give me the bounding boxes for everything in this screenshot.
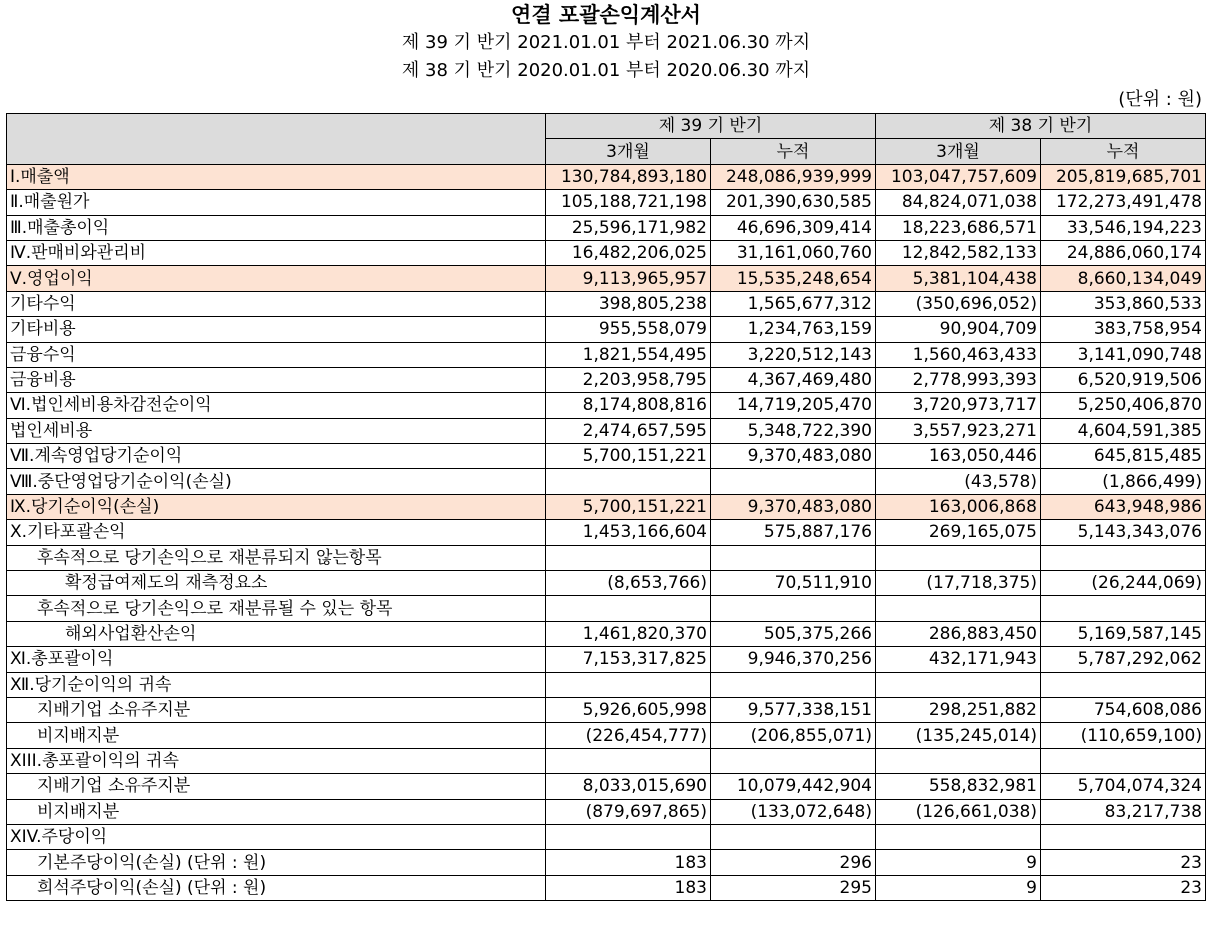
header-prior-period: 제 38 기 반기 <box>876 114 1206 139</box>
row-prior-cum: 205,819,685,701 <box>1041 164 1206 189</box>
table-row <box>7 418 1206 443</box>
row-prior-3m: 2,778,993,393 <box>876 367 1041 392</box>
table-row <box>7 545 1206 570</box>
row-label: Ⅱ.매출원가 <box>7 190 546 215</box>
period-prior: 제 38 기 반기 2020.01.01 부터 2020.06.30 까지 <box>401 60 811 81</box>
table-row <box>7 774 1206 799</box>
row-current-3m: (8,653,766) <box>546 571 711 596</box>
row-current-3m: 1,453,166,604 <box>546 520 711 545</box>
row-current-3m: 7,153,317,825 <box>546 647 711 672</box>
row-prior-cum <box>1041 672 1206 697</box>
row-current-3m: 25,596,171,982 <box>546 215 711 240</box>
row-prior-3m: 3,720,973,717 <box>876 393 1041 418</box>
row-current-3m <box>546 748 711 773</box>
row-label: Ⅳ.판매비와관리비 <box>7 240 546 265</box>
row-prior-cum: 24,886,060,174 <box>1041 240 1206 265</box>
row-current-cum: 3,220,512,143 <box>711 342 876 367</box>
row-current-3m: 955,558,079 <box>546 317 711 342</box>
row-label: Ⅻ.당기순이익의 귀속 <box>7 672 546 697</box>
row-label: 지배기업 소유주지분 <box>7 774 546 799</box>
header-prior-cum: 누적 <box>1041 139 1206 164</box>
row-prior-cum <box>1041 596 1206 621</box>
row-prior-cum: 5,250,406,870 <box>1041 393 1206 418</box>
row-current-cum: 46,696,309,414 <box>711 215 876 240</box>
row-current-3m: 183 <box>546 875 711 900</box>
row-label: Ⅶ.계속영업당기순이익 <box>7 444 546 469</box>
table-row <box>7 164 1206 189</box>
row-prior-3m <box>876 824 1041 849</box>
table-row <box>7 571 1206 596</box>
row-current-3m: 5,700,151,221 <box>546 444 711 469</box>
row-current-cum <box>711 748 876 773</box>
row-label: 기타수익 <box>7 291 546 316</box>
row-current-3m: 1,821,554,495 <box>546 342 711 367</box>
row-label: 희석주당이익(손실) (단위 : 원) <box>7 875 546 900</box>
row-prior-3m: 269,165,075 <box>876 520 1041 545</box>
row-prior-3m: 12,842,582,133 <box>876 240 1041 265</box>
row-label: 기본주당이익(손실) (단위 : 원) <box>7 850 546 875</box>
table-row <box>7 215 1206 240</box>
row-current-cum: 10,079,442,904 <box>711 774 876 799</box>
row-current-cum: 4,367,469,480 <box>711 367 876 392</box>
table-row <box>7 824 1206 849</box>
row-prior-cum: 5,704,074,324 <box>1041 774 1206 799</box>
row-prior-3m: (350,696,052) <box>876 291 1041 316</box>
row-prior-cum: 5,787,292,062 <box>1041 647 1206 672</box>
row-current-3m: 8,174,808,816 <box>546 393 711 418</box>
unit-label: (단위 : 원) <box>1118 89 1202 110</box>
row-prior-cum: 172,273,491,478 <box>1041 190 1206 215</box>
table-row <box>7 494 1206 519</box>
table-row <box>7 240 1206 265</box>
row-label: Ⅲ.매출총이익 <box>7 215 546 240</box>
row-prior-cum: 5,143,343,076 <box>1041 520 1206 545</box>
row-prior-3m <box>876 596 1041 621</box>
header-account <box>7 114 546 165</box>
table-row <box>7 190 1206 215</box>
row-prior-3m: (43,578) <box>876 469 1041 494</box>
table-row <box>7 444 1206 469</box>
row-label: 지배기업 소유주지분 <box>7 697 546 722</box>
header-row-period <box>7 114 1206 139</box>
row-current-cum: 1,565,677,312 <box>711 291 876 316</box>
row-current-3m <box>546 672 711 697</box>
row-current-3m: 105,188,721,198 <box>546 190 711 215</box>
row-current-3m: 5,700,151,221 <box>546 494 711 519</box>
row-label: 기타비용 <box>7 317 546 342</box>
table-row <box>7 672 1206 697</box>
row-label: 금융비용 <box>7 367 546 392</box>
row-current-cum: 9,370,483,080 <box>711 494 876 519</box>
row-current-3m: 130,784,893,180 <box>546 164 711 189</box>
row-current-3m: 1,461,820,370 <box>546 621 711 646</box>
table-row <box>7 342 1206 367</box>
row-prior-cum: (26,244,069) <box>1041 571 1206 596</box>
row-prior-3m: 558,832,981 <box>876 774 1041 799</box>
row-label: 금융수익 <box>7 342 546 367</box>
row-prior-3m: 18,223,686,571 <box>876 215 1041 240</box>
row-label: 비지배지분 <box>7 723 546 748</box>
row-current-cum: 14,719,205,470 <box>711 393 876 418</box>
row-label: 법인세비용 <box>7 418 546 443</box>
row-prior-3m: (126,661,038) <box>876 799 1041 824</box>
table-row <box>7 621 1206 646</box>
row-current-3m: 9,113,965,957 <box>546 266 711 291</box>
row-label: Ⅷ.중단영업당기순이익(손실) <box>7 469 546 494</box>
row-label: 확정급여제도의 재측정요소 <box>7 571 546 596</box>
row-current-cum: 505,375,266 <box>711 621 876 646</box>
row-label: 해외사업환산손익 <box>7 621 546 646</box>
header-prior-3m: 3개월 <box>876 139 1041 164</box>
statement-rows <box>7 164 1206 900</box>
row-prior-3m: 1,560,463,433 <box>876 342 1041 367</box>
row-current-3m: 398,805,238 <box>546 291 711 316</box>
row-current-cum <box>711 824 876 849</box>
row-prior-3m: 9 <box>876 875 1041 900</box>
table-row <box>7 317 1206 342</box>
row-prior-3m: 163,050,446 <box>876 444 1041 469</box>
row-prior-3m: 9 <box>876 850 1041 875</box>
table-row <box>7 647 1206 672</box>
income-statement-table <box>6 113 1206 901</box>
row-prior-cum: 83,217,738 <box>1041 799 1206 824</box>
period-current: 제 39 기 반기 2021.01.01 부터 2021.06.30 까지 <box>401 32 811 53</box>
row-current-3m: 2,474,657,595 <box>546 418 711 443</box>
header-current-period: 제 39 기 반기 <box>546 114 876 139</box>
row-prior-cum: 645,815,485 <box>1041 444 1206 469</box>
row-current-cum: 1,234,763,159 <box>711 317 876 342</box>
row-prior-3m: 84,824,071,038 <box>876 190 1041 215</box>
table-row <box>7 520 1206 545</box>
row-prior-cum: 33,546,194,223 <box>1041 215 1206 240</box>
table-row <box>7 266 1206 291</box>
row-current-3m: 5,926,605,998 <box>546 697 711 722</box>
row-prior-3m: 163,006,868 <box>876 494 1041 519</box>
row-current-3m: (226,454,777) <box>546 723 711 748</box>
header-current-cum: 누적 <box>711 139 876 164</box>
row-current-cum: 5,348,722,390 <box>711 418 876 443</box>
table-row <box>7 291 1206 316</box>
row-current-cum: 70,511,910 <box>711 571 876 596</box>
row-label: Ⅴ.영업이익 <box>7 266 546 291</box>
row-current-3m: 183 <box>546 850 711 875</box>
row-label: 후속적으로 당기손익으로 재분류될 수 있는 항목 <box>7 596 546 621</box>
table-row <box>7 723 1206 748</box>
row-prior-cum: 383,758,954 <box>1041 317 1206 342</box>
row-prior-cum <box>1041 545 1206 570</box>
row-prior-cum: 4,604,591,385 <box>1041 418 1206 443</box>
row-prior-cum <box>1041 748 1206 773</box>
row-current-cum: 575,887,176 <box>711 520 876 545</box>
row-prior-3m <box>876 672 1041 697</box>
row-current-cum: (133,072,648) <box>711 799 876 824</box>
row-prior-cum: 8,660,134,049 <box>1041 266 1206 291</box>
row-prior-cum: (110,659,100) <box>1041 723 1206 748</box>
row-current-3m: 16,482,206,025 <box>546 240 711 265</box>
row-prior-cum: 754,608,086 <box>1041 697 1206 722</box>
row-prior-3m: 90,904,709 <box>876 317 1041 342</box>
table-row <box>7 469 1206 494</box>
row-current-3m <box>546 545 711 570</box>
row-current-3m: 2,203,958,795 <box>546 367 711 392</box>
row-prior-3m: (17,718,375) <box>876 571 1041 596</box>
row-prior-3m: 432,171,943 <box>876 647 1041 672</box>
row-current-cum: (206,855,071) <box>711 723 876 748</box>
row-current-cum <box>711 596 876 621</box>
table-row <box>7 393 1206 418</box>
table-row <box>7 748 1206 773</box>
row-prior-cum: (1,866,499) <box>1041 469 1206 494</box>
row-prior-cum: 5,169,587,145 <box>1041 621 1206 646</box>
row-current-3m: (879,697,865) <box>546 799 711 824</box>
row-label: Ⅵ.법인세비용차감전순이익 <box>7 393 546 418</box>
row-label: Ⅸ.당기순이익(손실) <box>7 494 546 519</box>
row-current-cum: 31,161,060,760 <box>711 240 876 265</box>
row-prior-cum <box>1041 824 1206 849</box>
row-prior-3m <box>876 545 1041 570</box>
table-row <box>7 367 1206 392</box>
row-label: 비지배지분 <box>7 799 546 824</box>
table-row <box>7 799 1206 824</box>
row-label: Ⅹ.기타포괄손익 <box>7 520 546 545</box>
row-current-cum: 9,370,483,080 <box>711 444 876 469</box>
row-current-cum: 15,535,248,654 <box>711 266 876 291</box>
statement-title: 연결 포괄손익계산서 <box>511 3 701 27</box>
row-label: Ⅰ.매출액 <box>7 164 546 189</box>
row-current-cum: 9,577,338,151 <box>711 697 876 722</box>
row-prior-3m: 3,557,923,271 <box>876 418 1041 443</box>
row-label: XIII.총포괄이익의 귀속 <box>7 748 546 773</box>
row-current-cum: 9,946,370,256 <box>711 647 876 672</box>
row-current-cum: 201,390,630,585 <box>711 190 876 215</box>
row-prior-cum: 3,141,090,748 <box>1041 342 1206 367</box>
row-label: XIV.주당이익 <box>7 824 546 849</box>
row-current-cum <box>711 469 876 494</box>
row-current-3m <box>546 824 711 849</box>
row-current-cum <box>711 545 876 570</box>
row-prior-cum: 23 <box>1041 850 1206 875</box>
row-prior-3m: (135,245,014) <box>876 723 1041 748</box>
row-prior-3m: 286,883,450 <box>876 621 1041 646</box>
row-prior-cum: 353,860,533 <box>1041 291 1206 316</box>
row-current-3m: 8,033,015,690 <box>546 774 711 799</box>
table-row <box>7 850 1206 875</box>
row-prior-cum: 23 <box>1041 875 1206 900</box>
table-row <box>7 596 1206 621</box>
row-current-3m <box>546 596 711 621</box>
row-current-cum <box>711 672 876 697</box>
row-label: Ⅺ.총포괄이익 <box>7 647 546 672</box>
row-prior-3m: 5,381,104,438 <box>876 266 1041 291</box>
row-prior-cum: 643,948,986 <box>1041 494 1206 519</box>
row-prior-3m: 298,251,882 <box>876 697 1041 722</box>
row-prior-3m <box>876 748 1041 773</box>
row-prior-3m: 103,047,757,609 <box>876 164 1041 189</box>
row-label: 후속적으로 당기손익으로 재분류되지 않는항목 <box>7 545 546 570</box>
row-current-cum: 248,086,939,999 <box>711 164 876 189</box>
table-row <box>7 697 1206 722</box>
row-prior-cum: 6,520,919,506 <box>1041 367 1206 392</box>
header-current-3m: 3개월 <box>546 139 711 164</box>
row-current-cum: 296 <box>711 850 876 875</box>
row-current-3m <box>546 469 711 494</box>
row-current-cum: 295 <box>711 875 876 900</box>
table-row <box>7 875 1206 900</box>
